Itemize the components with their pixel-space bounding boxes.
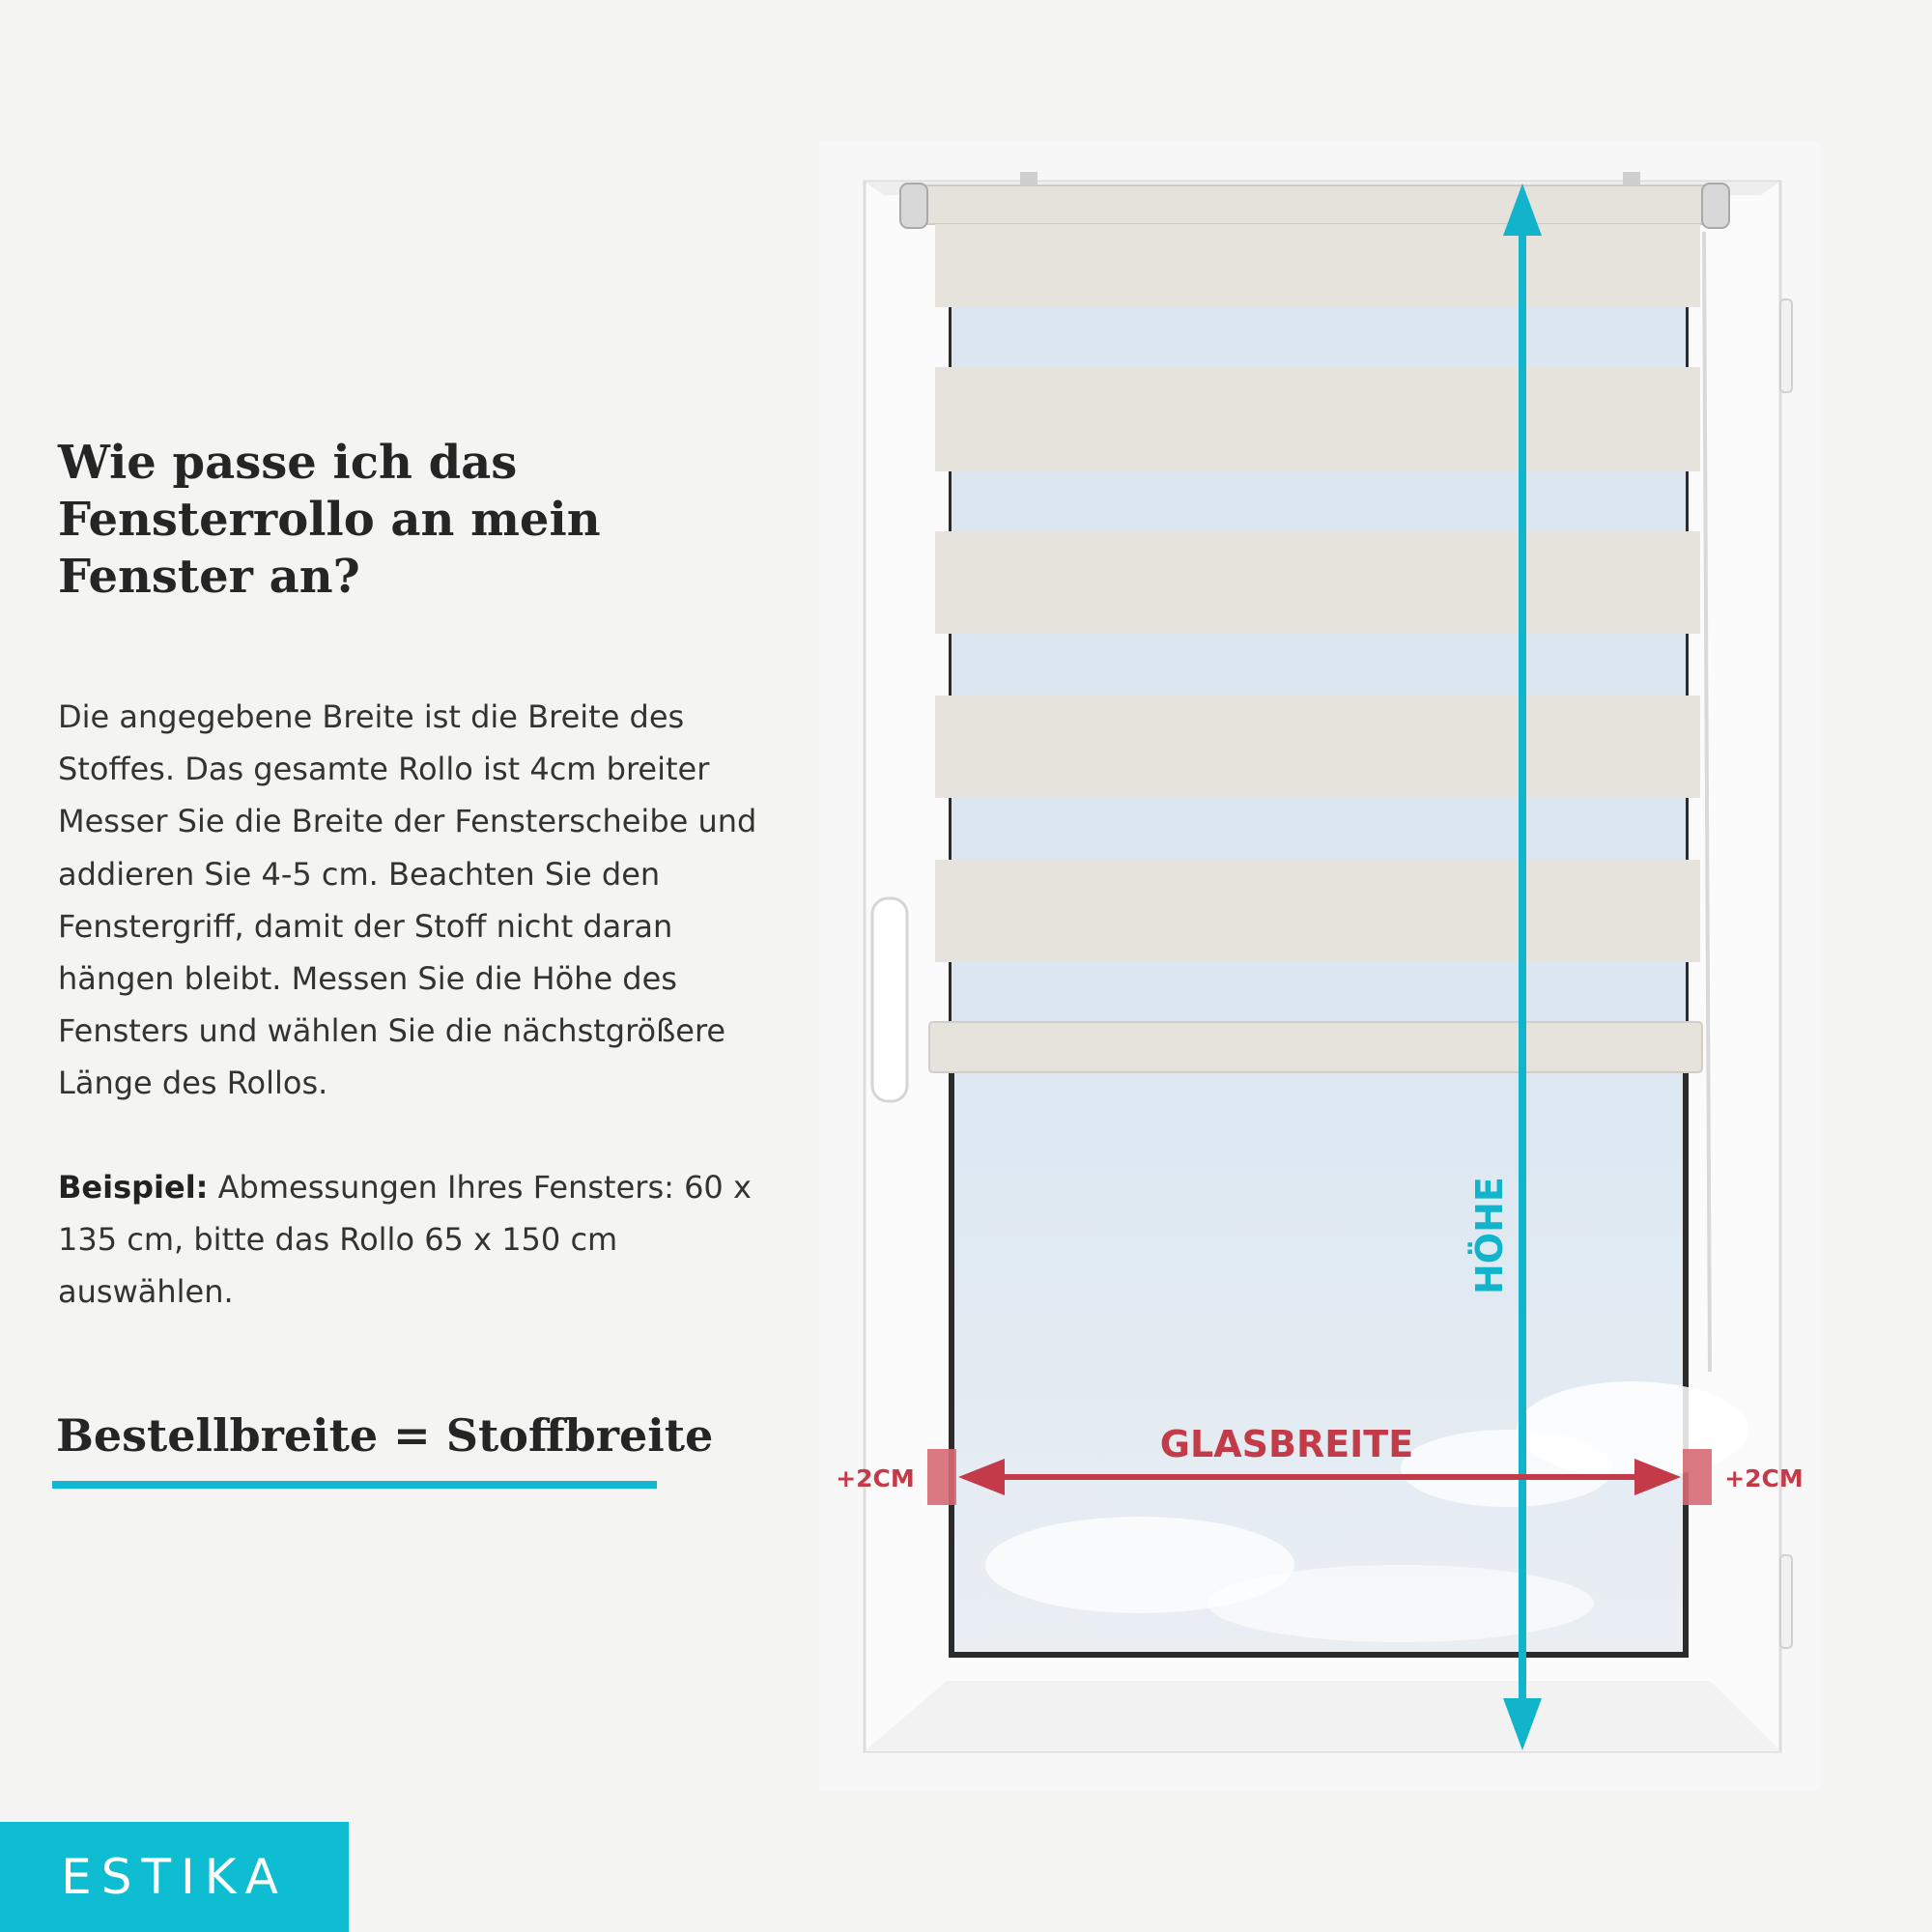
blind-fabric-band bbox=[935, 696, 1700, 798]
blind-fabric-band bbox=[935, 860, 1700, 962]
blind-sheer-band bbox=[952, 307, 1686, 367]
right-margin-label: +2CM bbox=[1724, 1464, 1804, 1492]
example-label: Beispiel: bbox=[58, 1169, 209, 1206]
hinge bbox=[1780, 299, 1792, 392]
clip bbox=[1623, 172, 1640, 185]
width-label: GLASBREITE bbox=[1159, 1423, 1414, 1465]
blind-sheer-band bbox=[952, 634, 1686, 696]
measuring-instructions: Die angegebene Breite ist die Breite des Stoffes. Das gesamte Rollo ist 4cm breiter Messer Sie die Breite der Fensterscheibe und addieren Sie 4-5 cm. Beachten Sie den Fenstergriff, damit der Stoff nicht daran hängen bleibt. Messen Sie die Höhe des Fensters und wählen Sie die nächstgrößere Länge des Rollos. bbox=[58, 698, 757, 1102]
example-text: Abmessungen Ihres Fensters: 60 x 135 cm, bitte das Rollo 65 x 150 cm auswählen. bbox=[58, 1169, 752, 1311]
right-margin-marker bbox=[1683, 1449, 1712, 1505]
hinge bbox=[1780, 1555, 1792, 1648]
blind-bottom-rail bbox=[929, 1022, 1702, 1072]
left-margin-label: +2CM bbox=[836, 1464, 915, 1492]
formula-heading: Bestellbreite = Stoffbreite bbox=[56, 1409, 714, 1462]
brand-logo: ESTIKA bbox=[0, 1822, 349, 1932]
page-title: Wie passe ich das Fensterrollo an mein Fenster an? bbox=[58, 436, 601, 604]
blind-sheer-band bbox=[952, 962, 1686, 1022]
window-handle bbox=[872, 898, 907, 1101]
cloud bbox=[1401, 1430, 1613, 1507]
clip bbox=[1020, 172, 1037, 185]
cloud bbox=[1208, 1565, 1594, 1642]
blind-sheer-band bbox=[952, 798, 1686, 860]
right-bracket bbox=[1702, 184, 1729, 228]
blind-sheer-band bbox=[952, 471, 1686, 531]
left-bracket bbox=[900, 184, 927, 228]
blind-fabric-band bbox=[935, 531, 1700, 634]
blind-fabric-band bbox=[935, 224, 1700, 307]
height-label: HÖHE bbox=[1468, 1177, 1511, 1294]
blind-cassette bbox=[906, 185, 1718, 224]
blind-fabric-band bbox=[935, 367, 1700, 471]
left-margin-marker bbox=[927, 1449, 956, 1505]
sash-bevel-bottom bbox=[865, 1681, 1780, 1751]
